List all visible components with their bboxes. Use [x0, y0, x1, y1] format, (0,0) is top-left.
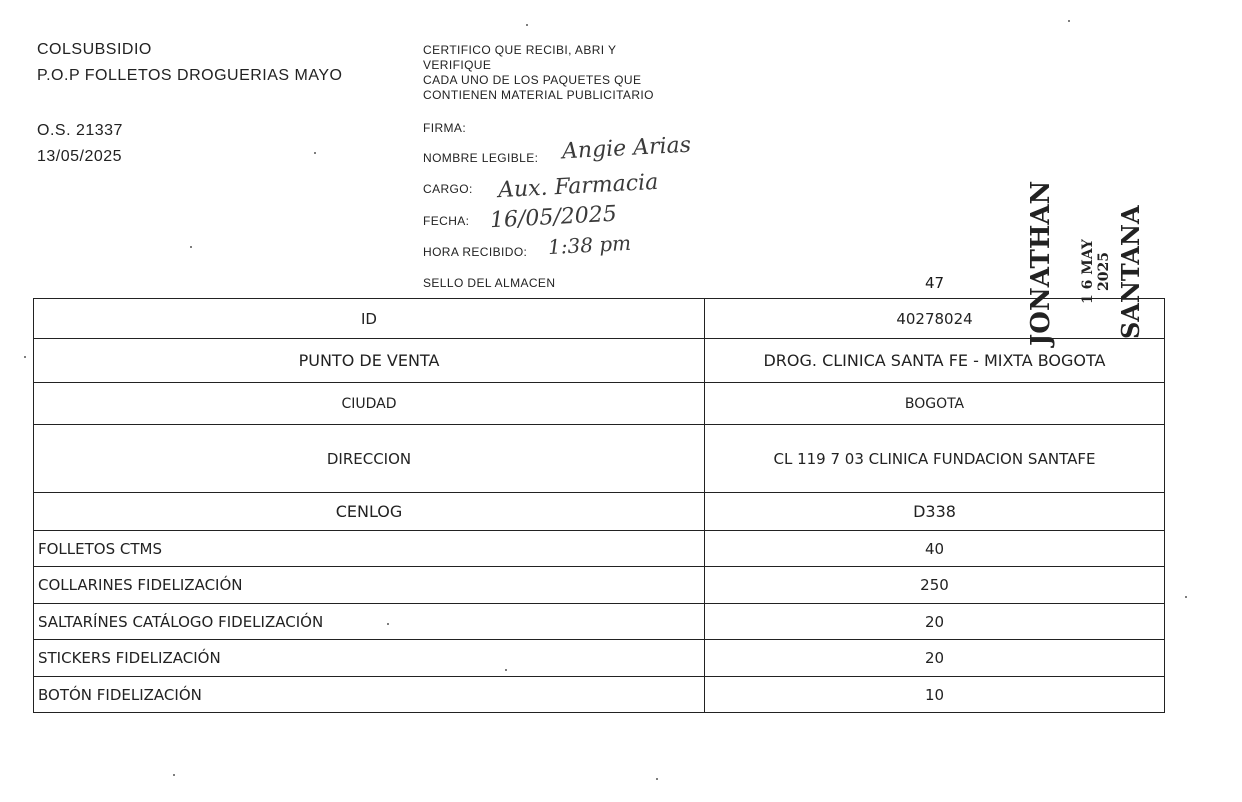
stamp-name-bottom: SANTANA — [1116, 205, 1145, 339]
item-label: SALTARÍNES CATÁLOGO FIDELIZACIÓN — [34, 604, 705, 640]
table-row — [34, 604, 1165, 640]
table-row — [34, 640, 1165, 677]
table-row — [34, 677, 1165, 713]
scan-speck — [387, 623, 389, 625]
order-number: O.S. 21337 — [37, 122, 123, 139]
table-row — [34, 425, 1165, 493]
certification-text — [423, 43, 654, 103]
scan-speck — [173, 774, 175, 776]
item-quantity: 40 — [705, 531, 1165, 567]
item-quantity: 20 — [705, 640, 1165, 677]
certification-line: CADA UNO DE LOS PAQUETES QUE — [423, 73, 642, 87]
cargo-label: CARGO: — [423, 182, 473, 196]
scan-speck — [24, 356, 26, 358]
cargo-handwritten: Aux. Farmacia — [497, 169, 659, 204]
row-label: CIUDAD — [34, 383, 705, 425]
item-label: FOLLETOS CTMS — [34, 531, 705, 567]
row-label: CENLOG — [34, 493, 705, 531]
nombre-handwritten: Angie Arias — [561, 132, 692, 165]
certification-line: CERTIFICO QUE RECIBI, ABRI Y — [423, 43, 617, 57]
scan-speck — [1068, 20, 1070, 22]
table-row — [34, 567, 1165, 604]
scan-speck — [314, 152, 316, 154]
hora-label: HORA RECIBIDO: — [423, 245, 528, 259]
row-label: DIRECCION — [34, 425, 705, 493]
row-value: DROG. CLINICA SANTA FE - MIXTA BOGOTA — [705, 339, 1165, 383]
sello-label: SELLO DEL ALMACEN — [423, 276, 556, 290]
scan-speck — [526, 24, 528, 26]
table-row — [34, 339, 1165, 383]
item-quantity: 10 — [705, 677, 1165, 713]
table-row — [34, 493, 1165, 531]
certification-line: VERIFIQUE — [423, 58, 492, 72]
company-name: COLSUBSIDIO — [37, 41, 152, 58]
row-label: ID — [34, 299, 705, 339]
fecha-handwritten: 16/05/2025 — [489, 201, 618, 234]
item-label: BOTÓN FIDELIZACIÓN — [34, 677, 705, 713]
row-value: D338 — [705, 493, 1165, 531]
row-value: CL 119 7 03 CLINICA FUNDACION SANTAFE — [705, 425, 1165, 493]
nombre-label: NOMBRE LEGIBLE: — [423, 151, 539, 165]
stamp-name-top: JONATHAN — [1026, 180, 1056, 346]
row-value: 40278024 — [705, 299, 1165, 339]
row-label: PUNTO DE VENTA — [34, 339, 705, 383]
item-quantity: 250 — [705, 567, 1165, 604]
table-row — [34, 299, 1165, 339]
stamp-date: 1 6 MAY 2025 — [1080, 239, 1112, 305]
table-row — [34, 383, 1165, 425]
row-value: BOGOTA — [705, 383, 1165, 425]
package-count: 47 — [925, 274, 945, 292]
hora-handwritten: 1:38 pm — [547, 230, 632, 260]
scan-speck — [190, 246, 192, 248]
firma-label: FIRMA: — [423, 121, 467, 135]
scan-speck — [505, 669, 507, 671]
fecha-label: FECHA: — [423, 214, 470, 228]
table-row — [34, 531, 1165, 567]
document-date: 13/05/2025 — [37, 148, 123, 165]
scan-speck — [1185, 596, 1187, 598]
item-quantity: 20 — [705, 604, 1165, 640]
campaign-title: P.O.P FOLLETOS DROGUERIAS MAYO — [37, 67, 343, 84]
item-label: STICKERS FIDELIZACIÓN — [34, 640, 705, 677]
item-label: COLLARINES FIDELIZACIÓN — [34, 567, 705, 604]
scan-speck — [656, 778, 658, 780]
certification-line: CONTIENEN MATERIAL PUBLICITARIO — [423, 88, 654, 102]
delivery-table — [33, 298, 1165, 713]
